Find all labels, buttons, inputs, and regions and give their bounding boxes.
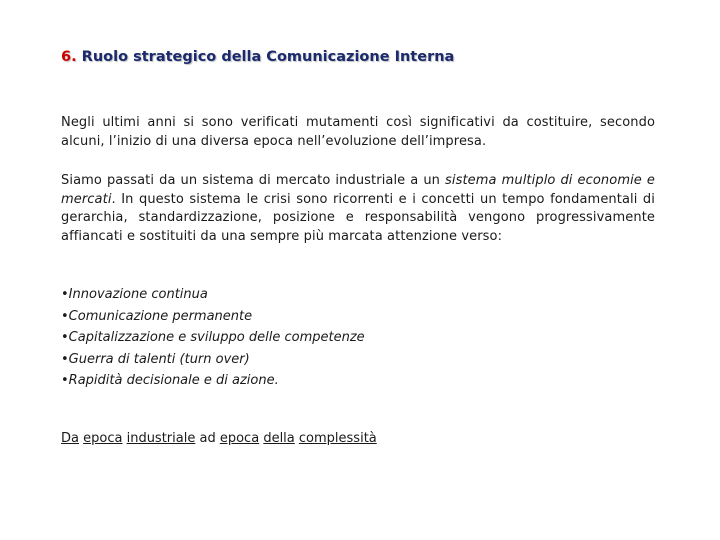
paragraph-market <box>61 172 655 246</box>
bullet-icon: • <box>61 287 69 302</box>
bullet-text: Rapidità decisionale e di azione. <box>68 373 279 388</box>
footer-word: complessità <box>298 431 377 446</box>
bullet-icon: • <box>61 351 69 367</box>
footer-word: industriale <box>126 431 196 446</box>
bullet-text: Comunicazione permanente <box>68 308 253 324</box>
bullet-text: Innovazione continua <box>68 287 208 302</box>
paragraph-intro: Negli ultimi anni si sono verificati mutamenti così significativi da costituire, secondo alcuni, l’inizio di una diversa epoca nell’evoluzione dell’impresa. <box>61 115 655 149</box>
footer-word: epoca <box>219 431 260 446</box>
bullet-text: Capitalizzazione e sviluppo delle competenze <box>68 330 365 345</box>
bullet-item <box>61 370 365 392</box>
footer-word: ad <box>199 431 216 446</box>
paragraph-market-end: . In questo sistema le crisi sono ricorrenti e i concetti un tempo fondamentali di gerarchia, standardizzazione, posizione e responsabilità vengono progressivamente affiancati e sostituiti da una sempre più marcata attenzione verso: <box>61 191 655 244</box>
bullet-icon: • <box>61 308 69 324</box>
bullet-icon: • <box>61 330 69 345</box>
slide-title <box>61 49 454 65</box>
bullet-text: Guerra di talenti (turn over) <box>68 351 250 367</box>
bullet-item <box>61 349 365 371</box>
bullet-item <box>61 284 365 306</box>
footer-statement <box>61 431 377 446</box>
bullet-icon: • <box>61 373 69 388</box>
footer-word: Da <box>61 431 79 446</box>
title-number: 6. <box>61 49 77 65</box>
paragraph-market-start: Siamo passati da un sistema di mercato industriale a un <box>61 173 446 188</box>
footer-word: della <box>263 431 295 446</box>
bullet-item <box>61 327 365 349</box>
paragraph-market-emphasis: sistema multiplo di economie e mercati <box>61 173 655 207</box>
title-text: Ruolo strategico della Comunicazione Interna <box>81 49 455 65</box>
bullet-item <box>61 306 365 328</box>
footer-word: epoca <box>83 431 123 446</box>
bullet-list <box>61 284 365 392</box>
